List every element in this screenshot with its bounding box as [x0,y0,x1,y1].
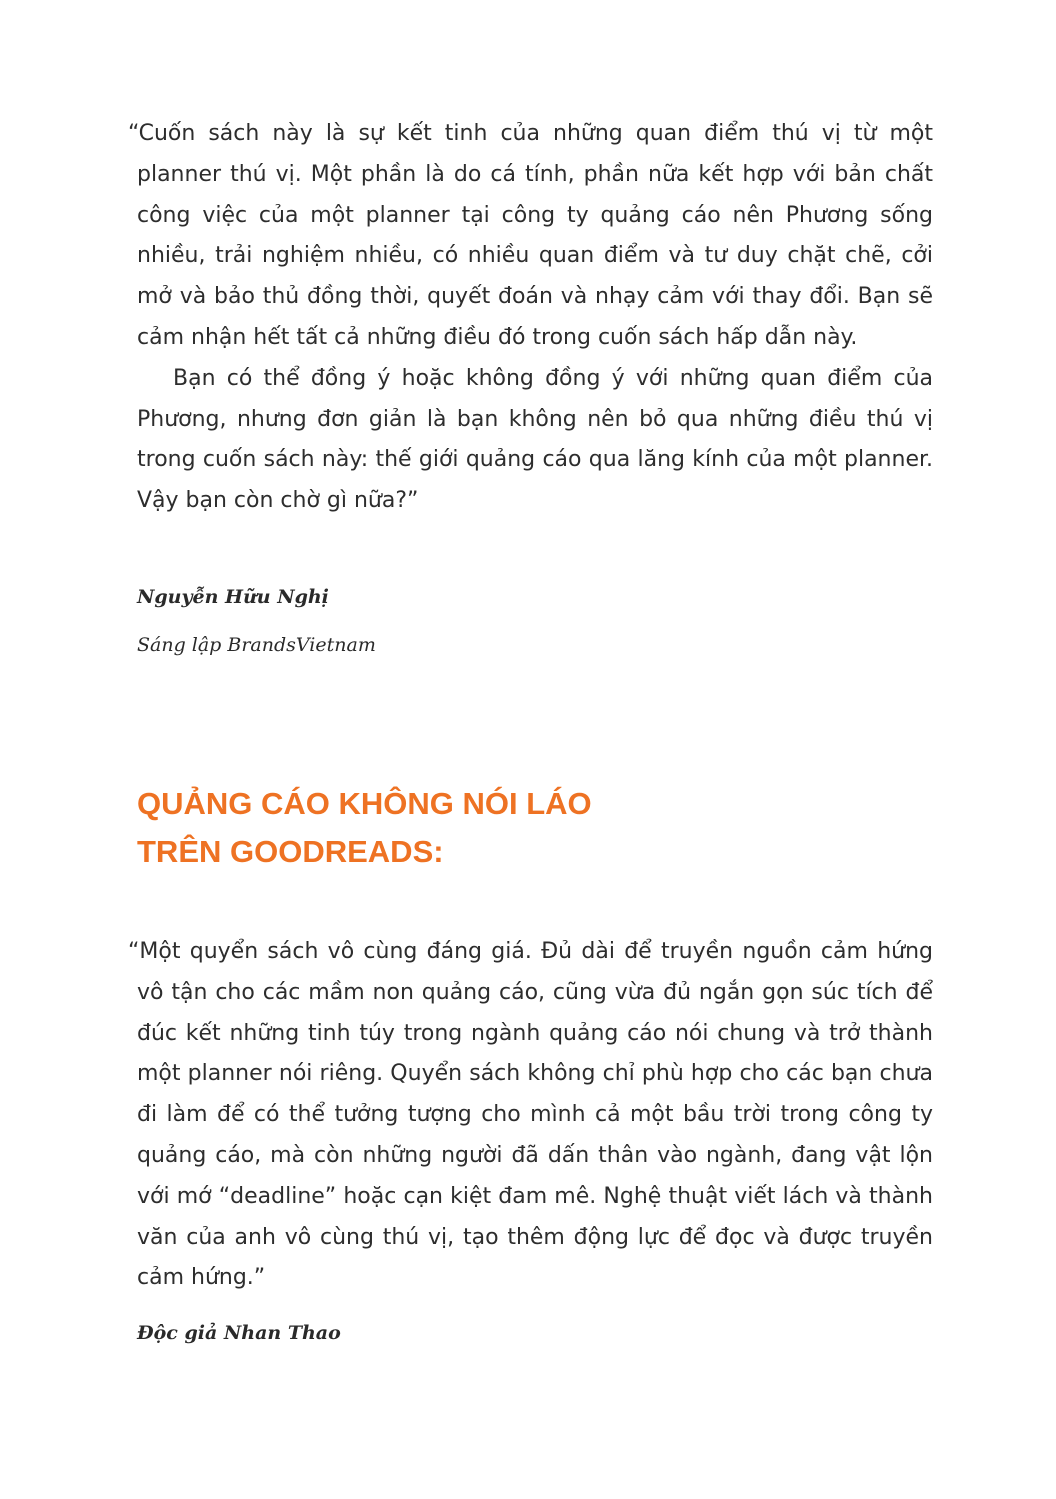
review-2-author: Độc giả Nhan Thao [137,1322,341,1344]
review-1-paragraph-1: “Cuốn sách này là sự kết tinh của những quan điểm thú vị từ một planner thú vị. Một phần là do cá tính, phần nữa kết hợp với bản chất công việc của một planner tại công ty quảng cáo nên Phương sống nhiều, trải nghiệm nhiều, có nhiều quan điểm và tư duy chặt chẽ, cởi mở và bảo thủ đồng thời, quyết đoán và nhạy cảm với thay đổi. Bạn sẽ cảm nhận hết tất cả những điều đó trong cuốn sách hấp dẫn này. [128,121,933,350]
review-quote-2 [128,932,933,1299]
review-quote-1 [128,114,933,522]
review-1-author: Nguyễn Hữu Nghị [137,586,329,608]
review-1-author-role: Sáng lập BrandsVietnam [137,634,376,656]
section-heading-line-2: TRÊN GOODREADS: [137,834,444,869]
review-2-paragraph-1: “Một quyển sách vô cùng đáng giá. Đủ dài để truyền nguồn cảm hứng vô tận cho các mầm non quảng cáo, cũng vừa đủ ngắn gọn súc tích để đúc kết những tinh túy trong ngành quảng cáo nói chung và trở thành một planner nói riêng. Quyển sách không chỉ phù hợp cho các bạn chưa đi làm để có thể tưởng tượng cho mình cả một bầu trời trong công ty quảng cáo, mà còn những người đã dấn thân vào ngành, đang vật lộn với mớ “deadline” hoặc cạn kiệt đam mê. Nghệ thuật viết lách và thành văn của anh vô cùng thú vị, tạo thêm động lực để đọc và được truyền cảm hứng.” [128,939,933,1291]
section-heading-line-1: QUẢNG CÁO KHÔNG NÓI LÁO [137,786,592,821]
review-1-paragraph-2: Bạn có thể đồng ý hoặc không đồng ý với những quan điểm của Phương, nhưng đơn giản là bạn không nên bỏ qua những điều thú vị trong cuốn sách này: thế giới quảng cáo qua lăng kính của một planner. Vậy bạn còn chờ gì nữa?” [137,365,933,514]
section-heading [137,780,592,876]
